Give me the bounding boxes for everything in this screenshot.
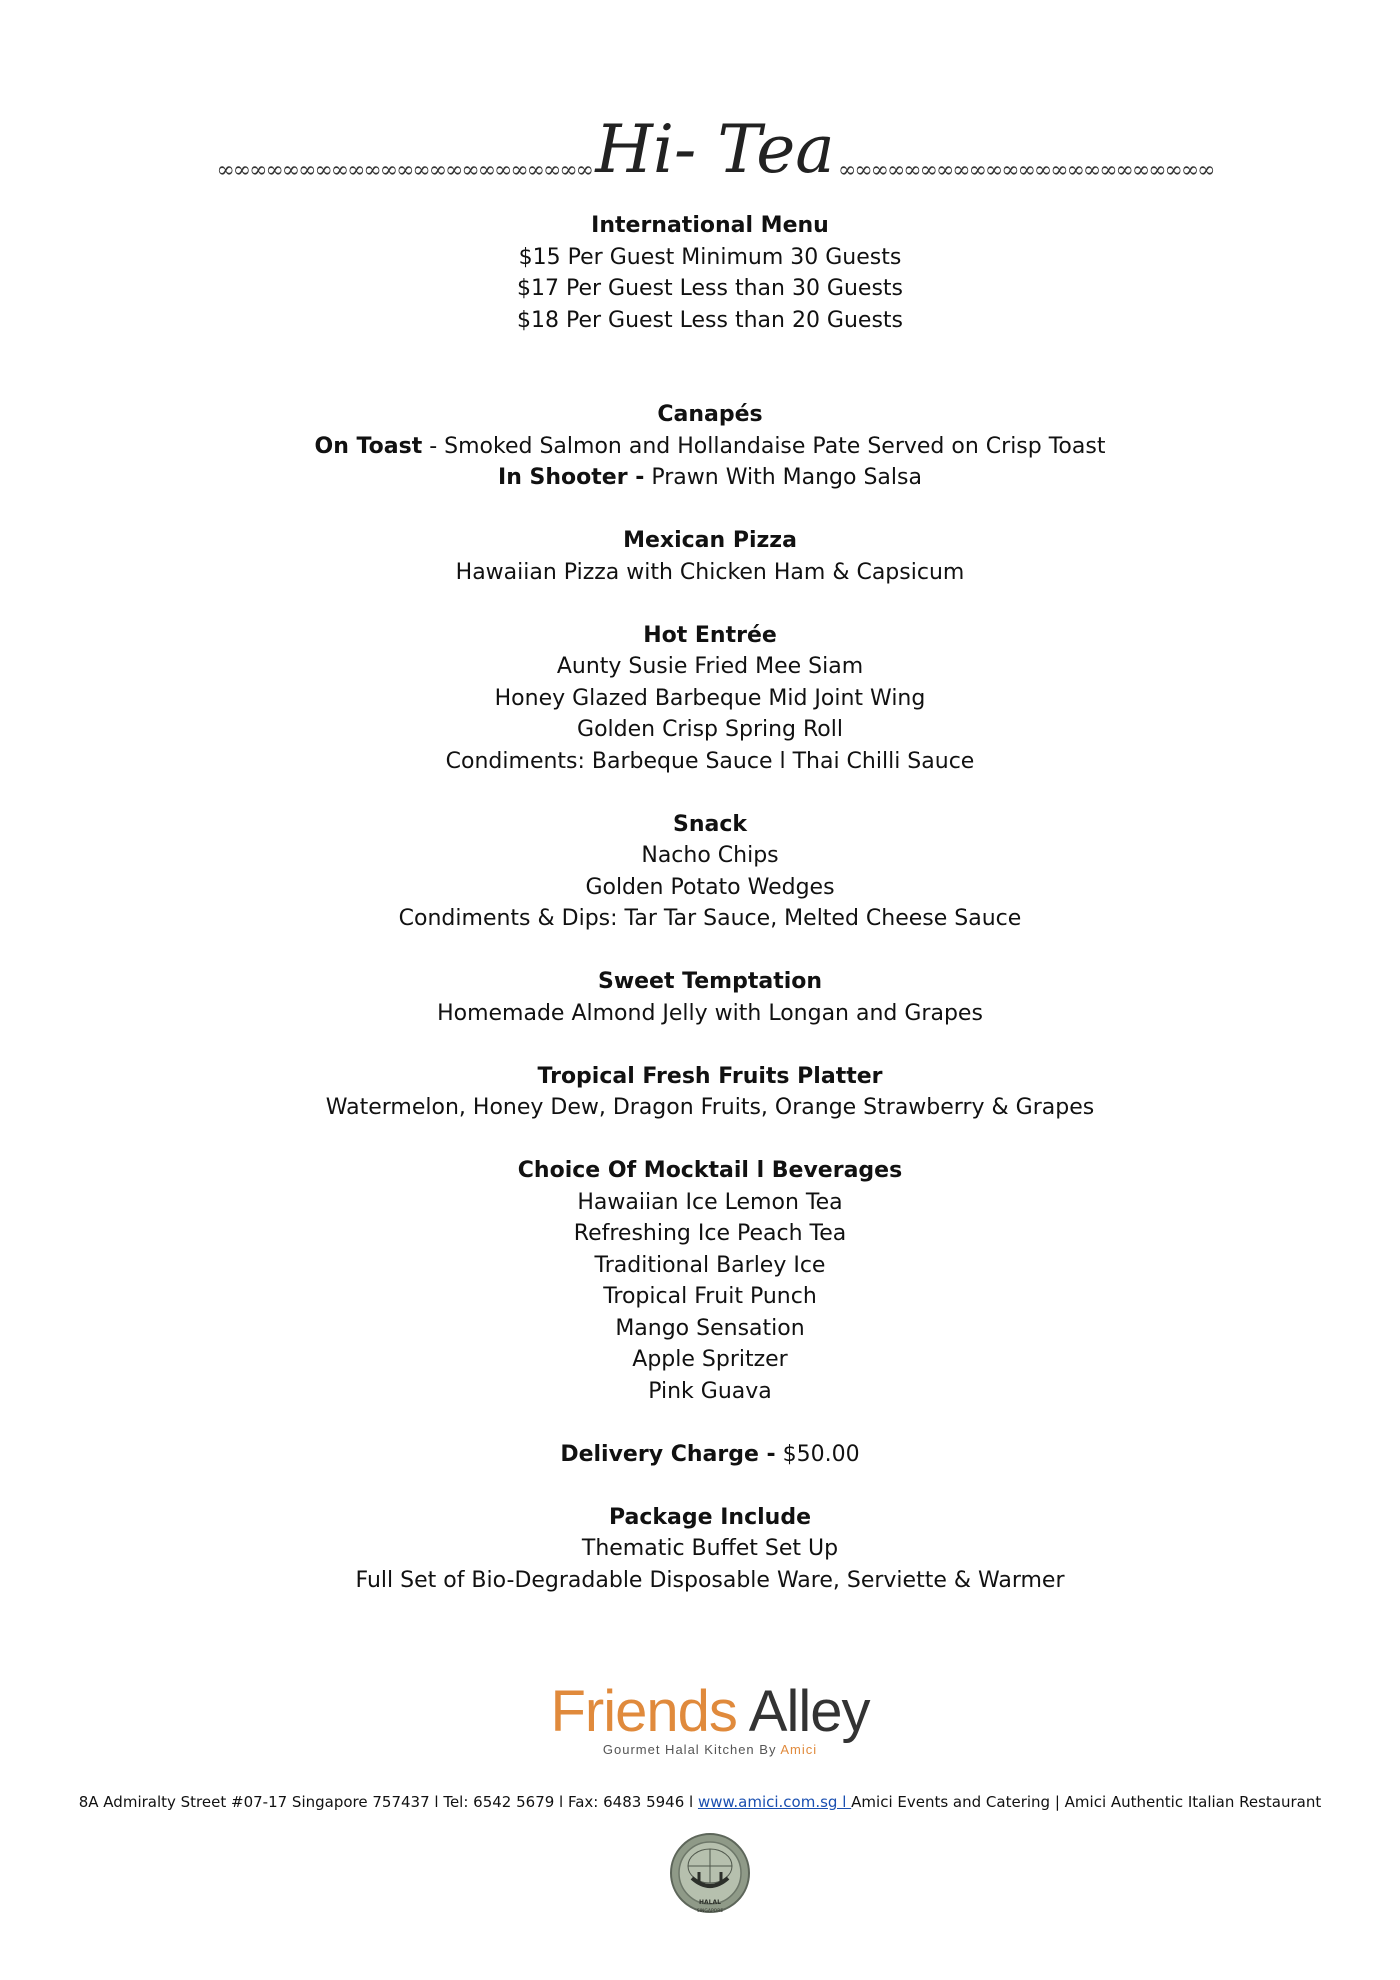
section-heading: Choice Of Mocktail l Beverages	[517, 1158, 903, 1183]
menu-content	[0, 210, 1400, 1596]
menu-item: Hawaiian Ice Lemon Tea	[577, 1189, 843, 1215]
menu-item: Tropical Fruit Punch	[603, 1284, 817, 1309]
menu-item: Apple Spritzer	[632, 1347, 788, 1372]
seal-text: HALAL	[699, 1899, 721, 1906]
footer-address: 8A Admiralty Street #07-17 Singapore 757437 l Tel: 6542 5679 l Fax: 6483 5946 l	[78, 1793, 698, 1811]
seal-subtext: SINGAPORE	[696, 1909, 724, 1914]
title-row	[0, 110, 1400, 200]
menu-item: Aunty Susie Fried Mee Siam	[556, 654, 864, 679]
section-heading: Sweet Temptation	[597, 969, 823, 994]
menu-item: Refreshing Ice Peach Tea	[573, 1221, 847, 1246]
section-heading: Hot Entrée	[643, 622, 777, 648]
on-toast-text: - Smoked Salmon and Hollandaise Pate Served on Crisp Toast	[422, 433, 1106, 459]
website-link[interactable]: www.amici.com.sg l	[697, 1793, 852, 1811]
menu-item: Watermelon, Honey Dew, Dragon Fruits, Orange Strawberry & Grapes	[325, 1095, 1095, 1120]
halal-seal-icon	[669, 1832, 751, 1914]
flourish-left: ∞∞∞∞∞∞∞∞∞∞∞∞∞∞∞∞∞∞∞∞∞∞∞	[216, 158, 592, 183]
price-line: $15 Per Guest Minimum 30 Guests	[518, 244, 902, 270]
menu-item: Nacho Chips	[641, 843, 779, 868]
menu-item: Golden Crisp Spring Roll	[577, 717, 843, 742]
delivery-charge	[0, 1439, 1400, 1471]
section-heading: Mexican Pizza	[623, 528, 797, 553]
canape-on-toast	[0, 431, 1400, 463]
on-toast-label: On Toast	[314, 433, 423, 459]
menu-item: Traditional Barley Ice	[594, 1252, 826, 1278]
menu-item: Homemade Almond Jelly with Longan and Grapes	[437, 1000, 983, 1026]
logo-friends: Friends	[550, 1679, 737, 1744]
logo-tagline-accent: Amici	[780, 1742, 818, 1757]
menu-item: Condiments: Barbeque Sauce l Thai Chilli Sauce	[445, 748, 975, 774]
menu-item: Mango Sensation	[615, 1315, 805, 1341]
package-item: Thematic Buffet Set Up	[581, 1536, 839, 1561]
package-item: Full Set of Bio-Degradable Disposable Ware, Serviette & Warmer	[355, 1567, 1065, 1593]
pricing-heading: International Menu	[591, 213, 829, 238]
logo-wordmark	[0, 1680, 1400, 1744]
price-line: $17 Per Guest Less than 30 Guests	[516, 276, 904, 301]
menu-item: Pink Guava	[648, 1378, 772, 1404]
delivery-value: $50.00	[775, 1441, 860, 1467]
footer-tail: Amici Events and Catering | Amici Authentic Italian Restaurant	[851, 1793, 1322, 1811]
section-heading: Tropical Fresh Fruits Platter	[537, 1063, 883, 1089]
menu-item: Hawaiian Pizza with Chicken Ham & Capsicum	[455, 559, 965, 585]
section-heading: Snack	[672, 811, 748, 837]
flourish-right: ∞∞∞∞∞∞∞∞∞∞∞∞∞∞∞∞∞∞∞∞∞∞∞	[838, 158, 1214, 183]
menu-item: Honey Glazed Barbeque Mid Joint Wing	[494, 685, 926, 711]
price-line: $18 Per Guest Less than 20 Guests	[516, 307, 904, 333]
friends-alley-logo	[0, 1680, 1400, 1757]
footer-contact	[0, 1793, 1400, 1811]
menu-item: Condiments & Dips: Tar Tar Sauce, Melted Cheese Sauce	[398, 906, 1022, 931]
delivery-label: Delivery Charge -	[560, 1441, 776, 1467]
canape-in-shooter	[0, 462, 1400, 494]
logo-tagline-text: Gourmet Halal Kitchen By	[602, 1742, 781, 1757]
in-shooter-text: Prawn With Mango Salsa	[644, 465, 922, 490]
logo-alley: Alley	[736, 1679, 870, 1744]
canapes-heading: Canapés	[657, 402, 763, 427]
menu-item: Golden Potato Wedges	[585, 874, 835, 900]
page-title: Hi- Tea	[595, 111, 835, 188]
package-heading: Package Include	[609, 1504, 811, 1530]
logo-tagline	[0, 1742, 1400, 1757]
in-shooter-label: In Shooter -	[498, 465, 645, 490]
